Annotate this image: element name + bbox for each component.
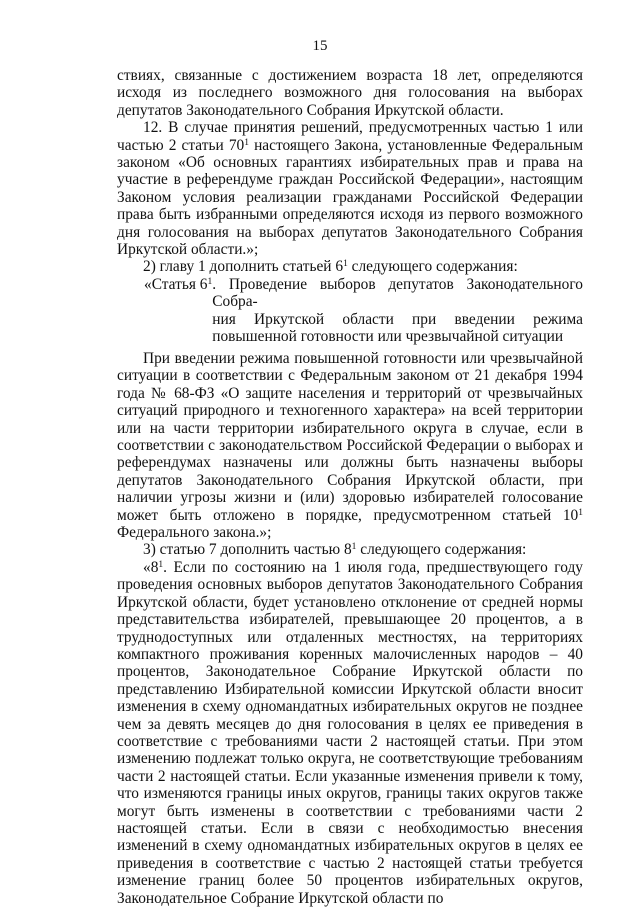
superscript: 1 — [351, 542, 357, 553]
paragraph-text: . Если по состоянию на 1 июля года, предшествующего году проведения основных выборов депутатов Законодательного Собрания Иркутской области, будет установлено отклонение от средней нормы представительства избирателей, превышающее 20 процентов, а в труднодоступных или отдаленных местностях, на территориях компактного проживания коренных малочисленных народов – 40 процентов, Законодательное Собрание Иркутской области по представлению Избирательной комиссии Иркутской области вносит изменения в схему одномандатных избирательных округов не позднее чем за девять месяцев до дня голосования в целях ее приведения в соответствие с требованиями части 2 настоящей статьи. При этом изменению подлежат только округа, не соответствующие требованиям части 2 настоящей статьи. Если указанные изменения привели к тому, что изменяются границы иных округов, границы таких округов также могут быть изменены в соответствии с требованиями части 2 настоящей статьи. Если в связи с необходимостью внесения изменений в схему одномандатных избирательных округов в целях ее приведения в соответствие с частью 2 настоящей статьи требуется изменение границ более 50 процентов избирательных округов, Законодательное Собрание Иркутской области по — [117, 558, 583, 907]
paragraph-part-8-1 — [117, 559, 583, 907]
paragraph-text: Федерального закона.»; — [117, 524, 272, 542]
superscript: 1 — [158, 559, 164, 570]
paragraph-text: настоящего Закона, установленные Федеральным законом «Об основных гарантиях избирательных прав и права на участие в референдуме граждан Российской Федерации», настоящим Законом условия реализации гражданами Российской Федерации права быть избранными определяются исходя из первого возможного дня голосования на выборах депутатов Законодательного Собрания Иркутской области.»; — [117, 136, 584, 259]
superscript: 1 — [207, 276, 213, 287]
superscript: 1 — [244, 137, 249, 148]
paragraph-amendment-2 — [117, 258, 583, 275]
paragraph-text: При введении режима повышенной готовности или чрезвычайной ситуации в соответствии с Федеральным законом от 21 декабря 1994 года № 68-ФЗ «О защите населения и территорий от чрезвычайных ситуаций природного и техногенного характера» на всей территории или на части территории избирательного округа в случае, если в соответствии с законодательством Российской Федерации о выборах и референдумах назначены или должны быть назначены выборы депутатов Законодательного Собрания Иркутской области, при наличии угрозы жизни и (или) здоровью избирателей голосование может быть отложено в порядке, предусмотренном статьей 10 — [117, 350, 583, 524]
superscript: 1 — [578, 507, 583, 518]
paragraph-text: «8 — [143, 558, 159, 576]
document-body-bottom — [117, 350, 583, 907]
paragraph-article-body — [117, 350, 583, 541]
superscript: 1 — [343, 259, 348, 270]
article-heading-title — [212, 276, 583, 346]
paragraph-text: следующего содержания: — [356, 541, 527, 559]
article-heading-number: «Статья 6 — [144, 275, 208, 293]
paragraph-text: 3) статью 7 дополнить частью 8 — [143, 541, 352, 559]
page-number: 15 — [312, 38, 328, 54]
article-heading — [117, 276, 583, 346]
paragraph-text: следующего содержания: — [347, 258, 518, 276]
paragraph-text: 12. В случае принятия решений, предусмотренных частью 1 или частью 2 статьи 70 — [117, 119, 583, 154]
article-heading-prefix — [117, 276, 212, 346]
article-heading-first-line: . Проведение выборов депутатов Законодательного Собра- — [212, 275, 583, 311]
article-heading-rest: ния Иркутской области при введении режима повышенной готовности или чрезвычайной ситуации — [212, 310, 583, 346]
document-body-top — [117, 67, 583, 346]
paragraph-text: 2) главу 1 дополнить статьей 6 — [143, 258, 344, 276]
paragraph-part-12 — [117, 119, 583, 258]
paragraph-amendment-3 — [117, 541, 583, 558]
paragraph-continuation: ствиях, связанные с достижением возраста 18 лет, определяются исходя из последнего возможного дня голосования на выборах депутатов Законодательного Собрания Иркутской области. — [117, 67, 583, 119]
